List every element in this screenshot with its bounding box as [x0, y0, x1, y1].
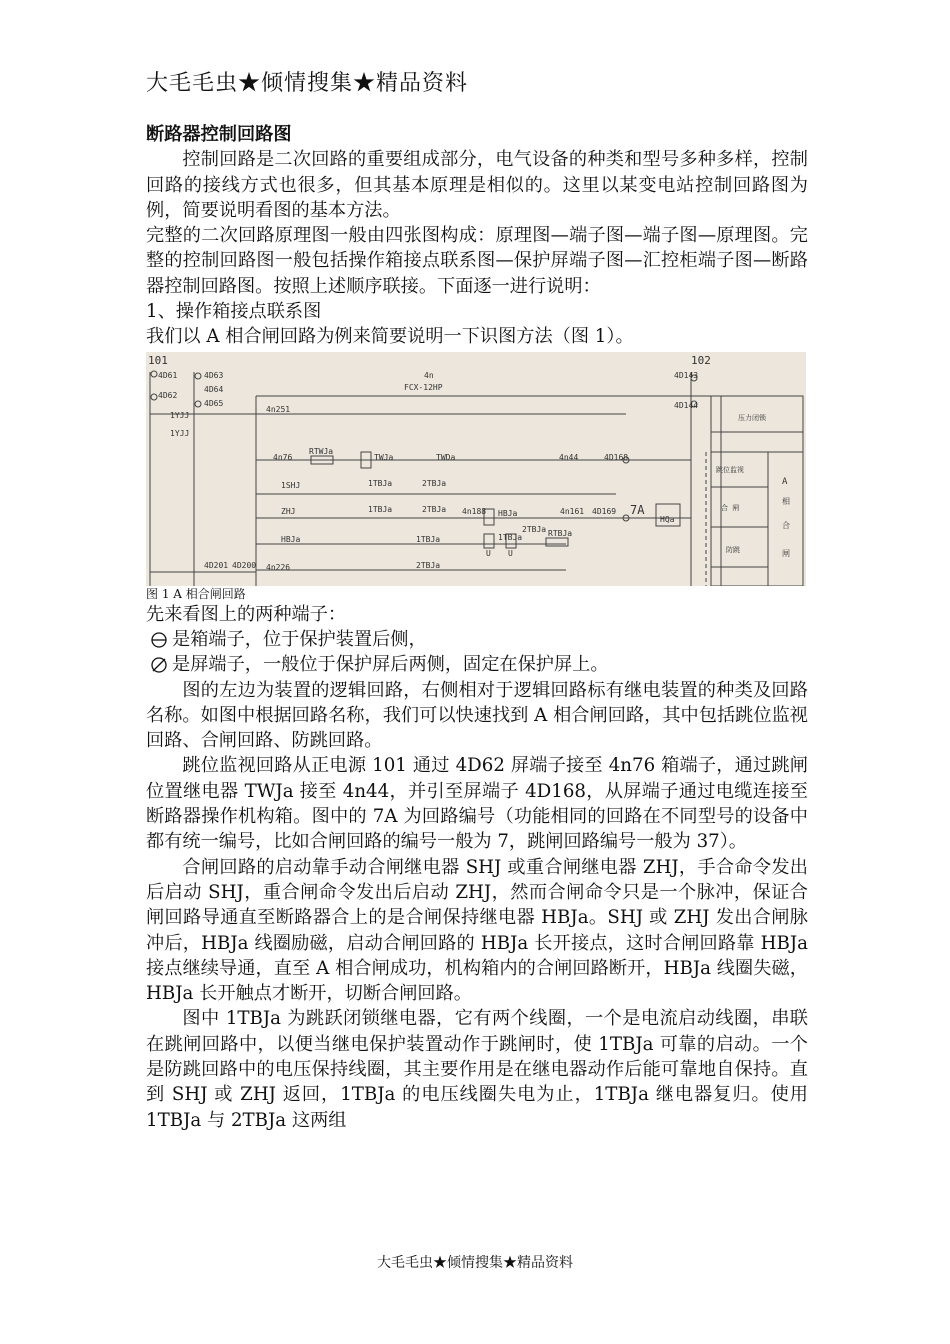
label-4n44: 4n44	[559, 452, 579, 462]
label-4d169: 4D169	[592, 506, 617, 516]
label-rtwja: RTWJa	[309, 446, 334, 456]
label-1tbja-d: 1TBJa	[498, 532, 523, 542]
label-1tbja-b: 1TBJa	[368, 504, 393, 514]
section-heading: 1、操作箱接点联系图	[146, 301, 322, 323]
paragraph-diagram-sides: 图的左边为装置的逻辑回路，右侧相对于逻辑回路标有继电装置的种类及回路名称。如图中根据回路名称，我们可以快速找到 A 相合闸回路，其中包括跳位监视回路、合闸回路、防跳回路。	[146, 679, 808, 752]
label-side-2: 合	[782, 520, 790, 530]
label-twda: TWDa	[436, 452, 456, 462]
label-trip-monitor: 跳位监视	[716, 465, 744, 474]
label-4n: 4n	[424, 370, 434, 380]
label-1shj: 1SHJ	[281, 480, 301, 490]
label-4d65: 4D65	[204, 398, 224, 408]
box-terminal-icon	[150, 631, 168, 649]
terminal-symbol	[195, 401, 201, 407]
label-101: 101	[148, 353, 168, 367]
label-hqa: HQa	[660, 514, 675, 524]
paragraph-anti-pump: 图中 1TBJa 为跳跃闭锁继电器，它有两个线圈，一个是电流启动线圈，串联在跳闸回路中，以便当继电保护装置动作于跳闸时，使 1TBJa 可靠的启动。一个是防跳回路中的电压保持线圈，其主要作用是在继电器动作后能可靠地自保持。直到 SHJ 或 ZHJ 返回，1TBJa 的电压线圈失电为止，1TBJa 继电器复归。使用 1TBJa 与 2TBJa 这两组	[146, 1008, 808, 1131]
label-1yjj: 1YJJ	[170, 410, 190, 420]
label-u2: U	[508, 548, 513, 558]
circuit-diagram	[146, 352, 806, 586]
label-twja: TWJa	[374, 452, 394, 462]
label-4n76: 4n76	[273, 452, 293, 462]
label-2tbja: 2TBJa	[422, 478, 447, 488]
paragraph-close-circuit: 合闸回路的启动靠手动合闸继电器 SHJ 或重合闸继电器 ZHJ，手合命令发出后启动 SHJ，重合闸命令发出后启动 ZHJ，然而合闸命令只是一个脉冲，保证合闸回路导通直至断路器合上的是合闸保持继电器 HBJa。SHJ 或 ZHJ 发出合闸脉冲后，HBJa 线圈励磁，启动合闸回路的 HBJa 长开接点，这时合闸回路靠 HBJa 接点继续导通，直至 A 相合闸成功，机构箱内的合闸回路断开，HBJa 线圈失磁，HBJa 长开触点才断开，切断合闸回路。	[146, 856, 808, 1005]
terminal-symbol	[151, 394, 157, 400]
panel-terminal-icon	[150, 656, 168, 674]
label-4n251: 4n251	[266, 404, 291, 414]
label-1yjj-2: 1YJJ	[170, 428, 190, 438]
page-header: 大毛毛虫★倾情搜集★精品资料	[146, 71, 469, 96]
label-u1: U	[486, 548, 491, 558]
terminal-box-text: 是箱端子，位于保护装置后侧，	[172, 628, 427, 650]
label-4n188: 4n188	[462, 506, 487, 516]
terminal-symbol	[151, 371, 157, 377]
coil-u1	[484, 534, 494, 548]
label-side-1: 相	[782, 496, 790, 506]
terminal-symbol	[195, 373, 201, 379]
label-4d201: 4D201	[204, 560, 229, 570]
label-4d144: 4D144	[674, 400, 699, 410]
terminal-panel-text: 是屏端子，一般位于保护屏后两侧，固定在保护屏上。	[172, 654, 609, 676]
label-2tbja-c: 2TBJa	[522, 524, 547, 534]
label-side-3: 闸	[782, 548, 790, 558]
label-4d63: 4D63	[204, 370, 224, 380]
circuit-diagram-figure	[146, 352, 806, 586]
paragraph-example: 我们以 A 相合闸回路为例来简要说明一下识图方法（图 1）。	[146, 326, 634, 348]
paragraph-terminals: 先来看图上的两种端子：	[146, 603, 347, 625]
label-hbja: HBJa	[498, 508, 518, 518]
paragraph-trip-monitor: 跳位监视回路从正电源 101 通过 4D62 屏端子接至 4n76 箱端子，通过跳闸位置继电器 TWJa 接至 4n44，并引至屏端子 4D168，从屏端子通过电缆连接至断路器操作机构箱。图中的 7A 为回路编号（功能相同的回路在不同型号的设备中都有统一编号，比如合闸回路的编号一般为 7，跳闸回路编号一般为 37）。	[146, 755, 808, 853]
label-close: 合 闸	[721, 503, 740, 512]
label-fcx: FCX-12HP	[404, 382, 443, 392]
label-side-a: A	[782, 476, 788, 487]
label-4n161: 4n161	[560, 506, 585, 516]
paragraph-structure: 完整的二次回路原理图一般由四张图构成：原理图—端子图—端子图—原理图。完整的控制回路图一般包括操作箱接点联系图—保护屏端子图—汇控柜端子图—断路器控制回路图。按照上述顺序联接。下面逐一进行说明：	[146, 225, 808, 297]
doc-title: 断路器控制回路图	[146, 124, 292, 145]
label-7a: 7A	[630, 502, 645, 517]
label-4d62: 4D62	[158, 390, 178, 400]
label-4d143: 4D143	[674, 370, 699, 380]
label-1tbja: 1TBJa	[368, 478, 393, 488]
label-anti-pump: 防跳	[726, 545, 740, 554]
resistor-rtbja	[546, 538, 568, 546]
document-body	[146, 122, 808, 1133]
label-4d61: 4D61	[158, 370, 178, 380]
terminal-item-panel	[146, 652, 808, 677]
label-102: 102	[691, 353, 711, 367]
label-zhj: ZHJ	[281, 506, 296, 516]
label-2tbja-b: 2TBJa	[422, 504, 447, 514]
label-4d64: 4D64	[204, 384, 224, 394]
label-4d168: 4D168	[604, 452, 629, 462]
label-rtbja: RTBJa	[548, 528, 573, 538]
label-4n226: 4n226	[266, 562, 291, 572]
label-4d200: 4D200	[232, 560, 257, 570]
label-2tbja-d: 2TBJa	[416, 560, 441, 570]
label-pressure-lock: 压力闭锁	[738, 413, 766, 422]
page-footer: 大毛毛虫★倾情搜集★精品资料	[377, 1255, 573, 1271]
label-1tbja-c: 1TBJa	[416, 534, 441, 544]
label-hbja-2: HBJa	[281, 534, 301, 544]
terminal-item-box	[146, 627, 808, 652]
paragraph-intro: 控制回路是二次回路的重要组成部分，电气设备的种类和型号多种多样，控制回路的接线方式也很多，但其基本原理是相似的。这里以某变电站控制回路图为例，简要说明看图的基本方法。	[146, 149, 808, 221]
figure-caption: 图 1 A 相合闸回路	[146, 586, 246, 601]
